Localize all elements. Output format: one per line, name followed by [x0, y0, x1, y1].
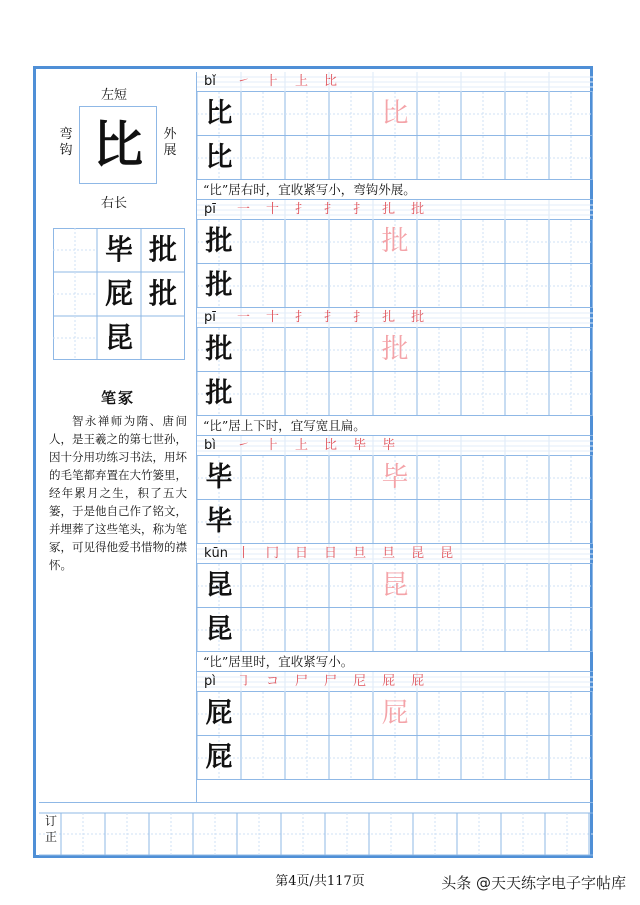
stroke-order [237, 72, 353, 92]
page-number: 第4页/共117页 [275, 874, 365, 889]
note-text: “比”居里时，宜收紧写小。 [203, 654, 354, 669]
trace-char: 毕 [381, 462, 409, 493]
stroke-step-glyph: 扌 [295, 202, 309, 217]
stroke-step [295, 72, 316, 92]
stroke-step [237, 308, 258, 328]
stroke-step [324, 544, 345, 564]
stroke-step [295, 308, 316, 328]
stroke-step-glyph: 十 [266, 202, 280, 217]
stroke-order [237, 672, 440, 692]
stroke-step-glyph: 冂 [266, 546, 280, 561]
stroke-step-glyph: 屁 [411, 674, 425, 689]
practice-grid [197, 264, 593, 308]
stroke-step-glyph: 一 [237, 202, 251, 217]
left-column [39, 72, 197, 802]
pinyin-label: pī [204, 202, 216, 217]
stroke-step [266, 200, 287, 220]
practice-row [197, 372, 593, 416]
stroke-step [295, 200, 316, 220]
practice-grid [197, 608, 593, 652]
practice-row [197, 608, 593, 652]
stroke-step-glyph: 扌 [324, 202, 338, 217]
stroke-step [324, 72, 345, 92]
pinyin-label: bǐ [204, 74, 216, 89]
model-practice-char: 批 [205, 270, 233, 301]
stroke-step-glyph: 一 [237, 310, 251, 325]
practice-column [197, 72, 593, 802]
stroke-step [440, 544, 461, 564]
stroke-step [324, 672, 345, 692]
stroke-step [411, 308, 432, 328]
stroke-step [411, 544, 432, 564]
trace-char: 比 [381, 98, 409, 129]
stroke-step [266, 544, 287, 564]
model-char: 比 [93, 115, 143, 174]
note-row [197, 652, 593, 672]
stroke-step-glyph: 旦 [382, 546, 396, 561]
stroke-step [266, 672, 287, 692]
stroke-step [353, 308, 374, 328]
stroke-step [237, 72, 258, 92]
practice-row [197, 136, 593, 180]
stroke-step-glyph: 扌 [353, 202, 367, 217]
trace-char: 昆 [381, 570, 409, 601]
word-cell: 批 [148, 233, 177, 266]
stroke-step-glyph: 批 [411, 202, 425, 217]
stroke-order [237, 200, 440, 220]
note-row [197, 180, 593, 200]
word-grid [53, 228, 185, 360]
stroke-step-glyph: 日 [324, 546, 338, 561]
practice-grid [197, 136, 593, 180]
stroke-step [237, 672, 258, 692]
word-cell: 批 [148, 277, 177, 310]
model-practice-char: 屁 [205, 742, 233, 773]
stroke-step-glyph: 扎 [382, 202, 396, 217]
trace-char: 屁 [381, 698, 409, 729]
stroke-step-glyph: コ [266, 674, 280, 689]
practice-row [197, 736, 593, 780]
correction-label: 订正 [45, 814, 58, 844]
stroke-step-glyph: 上 [295, 438, 309, 453]
word-cell: 昆 [104, 321, 133, 354]
stroke-step-glyph: 尸 [324, 674, 338, 689]
pinyin-label: pī [204, 310, 216, 325]
stroke-step [237, 544, 258, 564]
practice-row [197, 500, 593, 544]
stroke-step [353, 436, 374, 456]
stroke-step [411, 672, 432, 692]
stroke-step [237, 436, 258, 456]
stroke-step-glyph: 日 [295, 546, 309, 561]
stroke-step-glyph: ⺊ [266, 438, 280, 453]
stroke-step-glyph: 十 [266, 310, 280, 325]
stroke-step [382, 672, 403, 692]
practice-grid [197, 500, 593, 544]
stroke-step [382, 436, 403, 456]
stroke-step [324, 308, 345, 328]
correction-row [39, 802, 593, 858]
right-label: 外展 [163, 127, 177, 158]
stroke-step [353, 544, 374, 564]
stroke-step-glyph: 昆 [440, 546, 454, 561]
stroke-step-glyph: 尸 [295, 674, 309, 689]
model-practice-char: 比 [205, 142, 233, 173]
bottom-label: 右长 [101, 196, 128, 211]
pinyin-label: kūn [204, 546, 229, 561]
stroke-step [266, 72, 287, 92]
note-text: “比”居右时，宜收紧写小，弯钩外展。 [203, 182, 416, 197]
stroke-step [237, 200, 258, 220]
model-practice-char: 屁 [205, 698, 233, 729]
word-cell: 屁 [104, 277, 133, 310]
practice-row [197, 564, 593, 608]
stroke-order [237, 544, 469, 564]
practice-row [197, 692, 593, 736]
model-practice-char: 毕 [205, 462, 233, 493]
stroke-step-glyph: 扌 [324, 310, 338, 325]
stroke-step [266, 436, 287, 456]
stroke-step [266, 308, 287, 328]
stroke-step-glyph: 扌 [353, 310, 367, 325]
practice-row [197, 456, 593, 500]
stroke-step [295, 544, 316, 564]
model-practice-char: 昆 [205, 570, 233, 601]
practice-row [197, 92, 593, 136]
pinyin-row [197, 200, 593, 220]
stroke-step [295, 436, 316, 456]
pinyin-row [197, 436, 593, 456]
trace-char: 批 [381, 226, 409, 257]
stroke-step-glyph: ⺊ [266, 74, 280, 89]
stroke-step-glyph: 旦 [353, 546, 367, 561]
pinyin-label: bì [204, 438, 216, 453]
practice-row [197, 328, 593, 372]
stroke-step-glyph: 比 [324, 74, 338, 89]
practice-row [197, 264, 593, 308]
model-practice-char: 批 [205, 334, 233, 365]
stroke-step [411, 200, 432, 220]
pinyin-row [197, 544, 593, 564]
model-practice-char: 昆 [205, 614, 233, 645]
stroke-step-glyph: 批 [411, 310, 425, 325]
stroke-step-glyph: 扌 [295, 310, 309, 325]
stroke-step-glyph: 比 [324, 438, 338, 453]
story-title: 笔冢 [100, 389, 135, 407]
stroke-step-glyph: 扎 [382, 310, 396, 325]
stroke-step [353, 672, 374, 692]
stroke-step [324, 200, 345, 220]
stroke-step [324, 436, 345, 456]
model-practice-char: 批 [205, 378, 233, 409]
watermark: 头条 @天天练字电子字帖库 [441, 874, 626, 892]
pinyin-row [197, 308, 593, 328]
story-body: 智永禅师为隋、唐间人，是王羲之的第七世孙，因十分用功练习书法，用坏的毛笔都弃置在大竹篓里，经年累月之生，积了五大篓，于是他自己作了铭文，并埋葬了这些笔头，称为笔冢，可见得他爱书惜物的襟怀。 [49, 414, 187, 572]
model-practice-char: 比 [205, 98, 233, 129]
model-practice-char: 毕 [205, 506, 233, 537]
stroke-step-glyph: 昆 [411, 546, 425, 561]
stroke-step-glyph: ㇀ [237, 438, 251, 453]
note-text: “比”居上下时，宜写宽且扁。 [203, 418, 366, 433]
practice-grid [197, 736, 593, 780]
worksheet-frame [33, 66, 593, 858]
worksheet-inner [39, 72, 593, 858]
left-label: 弯钩 [59, 127, 73, 158]
stroke-step-glyph: 尼 [353, 674, 367, 689]
stroke-order [237, 436, 411, 456]
pinyin-row [197, 672, 593, 692]
stroke-step [382, 200, 403, 220]
stroke-step-glyph: 丨 [237, 546, 251, 561]
top-label: 左短 [101, 88, 128, 103]
stroke-step-glyph: ㇀ [237, 74, 251, 89]
note-row [197, 416, 593, 436]
practice-row [197, 220, 593, 264]
stroke-step-glyph: 毕 [353, 438, 367, 453]
word-cell [141, 316, 185, 360]
stroke-step-glyph: 毕 [382, 438, 396, 453]
practice-grid [197, 372, 593, 416]
stroke-step [382, 544, 403, 564]
stroke-step [353, 200, 374, 220]
correction-grid [39, 803, 593, 859]
stroke-step-glyph: 上 [295, 74, 309, 89]
pinyin-label: pì [204, 674, 216, 689]
pinyin-row [197, 72, 593, 92]
stroke-order [237, 308, 440, 328]
stroke-step-glyph: ㇆ [237, 674, 251, 689]
stroke-step [382, 308, 403, 328]
model-practice-char: 批 [205, 226, 233, 257]
word-cell: 毕 [104, 233, 133, 266]
stroke-step [295, 672, 316, 692]
stroke-step-glyph: 屁 [382, 674, 396, 689]
trace-char: 批 [381, 334, 409, 365]
